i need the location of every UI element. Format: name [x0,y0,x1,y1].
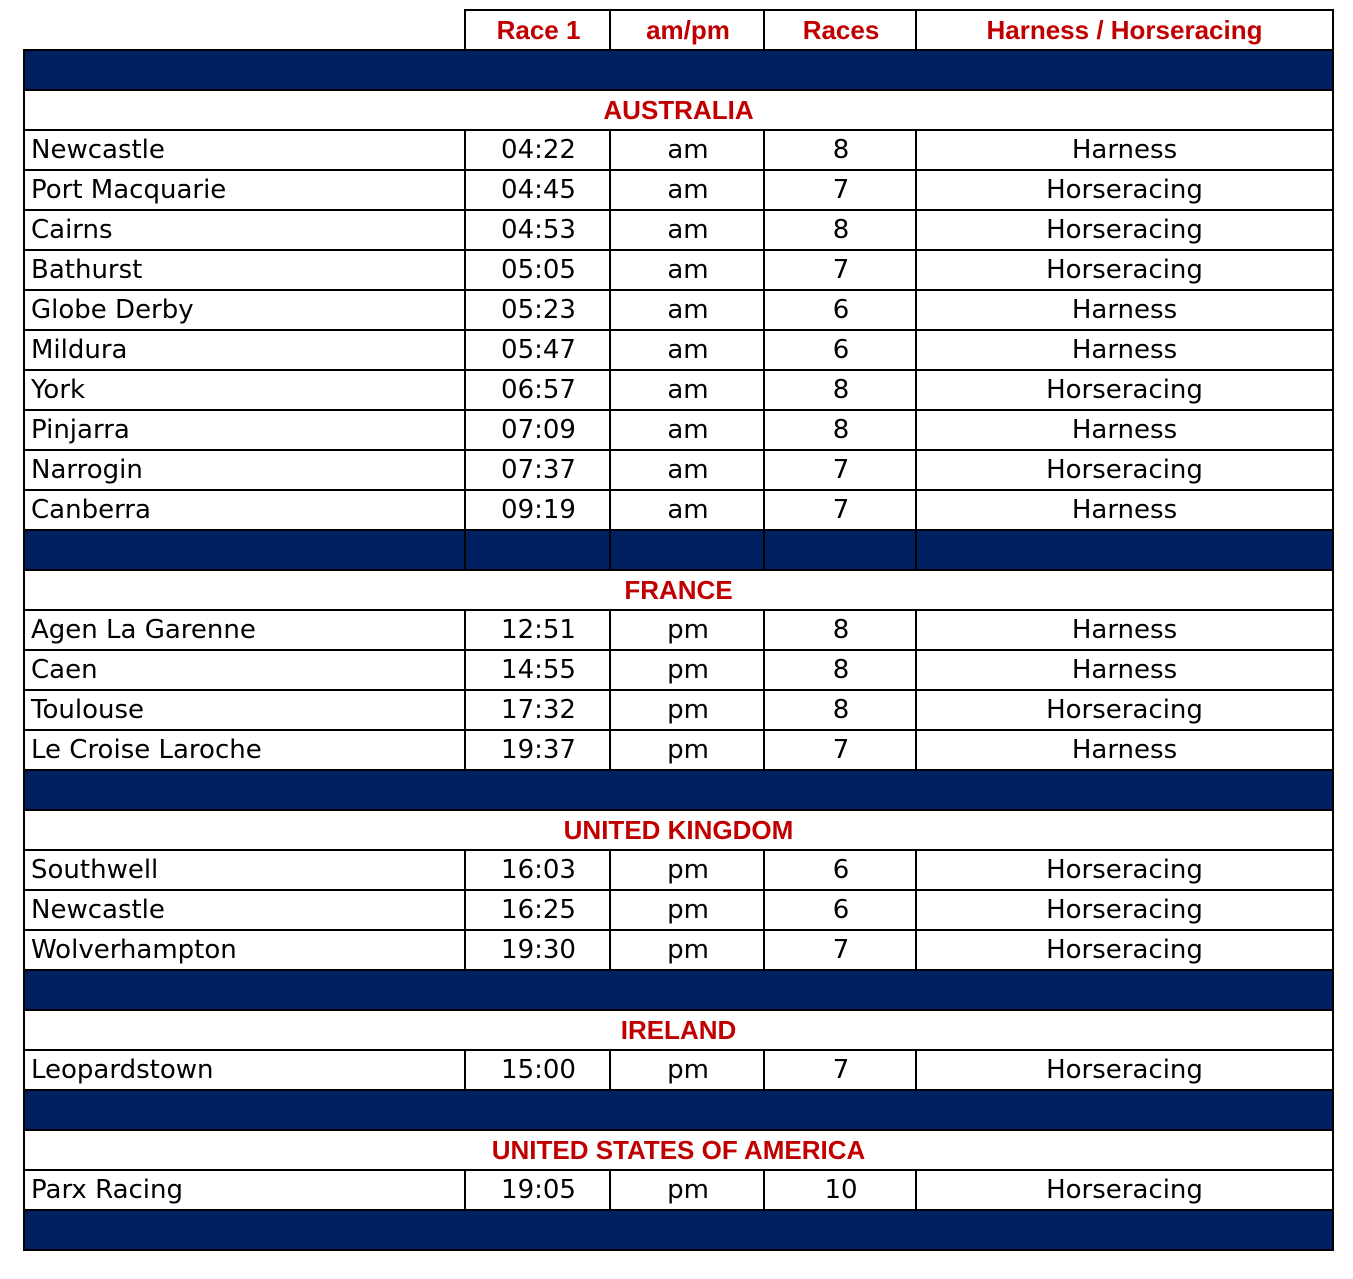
cell-time: 04:45 [464,169,611,209]
table-row [0,849,1353,889]
band-cell [763,529,917,569]
cell-venue: Agen La Garenne [23,609,466,649]
cell-time: 19:05 [464,1169,611,1209]
cell-ampm: pm [609,729,765,769]
cell-races: 7 [763,929,917,969]
cell-time: 17:32 [464,689,611,729]
cell-races: 8 [763,129,917,169]
cell-races: 8 [763,649,917,689]
cell-time: 04:22 [464,129,611,169]
band-cell [23,969,1334,1009]
table-row [0,929,1353,969]
cell-venue: Mildura [23,329,466,369]
cell-venue: Pinjarra [23,409,466,449]
cell-type: Horseracing [915,889,1334,929]
cell-type: Harness [915,289,1334,329]
cell-ampm: am [609,169,765,209]
cell-venue: Port Macquarie [23,169,466,209]
band-cell [609,529,765,569]
cell-races: 6 [763,849,917,889]
cell-races: 8 [763,369,917,409]
cell-ampm: am [609,209,765,249]
column-header-races: Races [763,9,917,49]
cell-type: Harness [915,729,1334,769]
cell-time: 16:03 [464,849,611,889]
cell-venue: Bathurst [23,249,466,289]
cell-ampm: pm [609,1049,765,1089]
cell-ampm: am [609,249,765,289]
cell-ampm: am [609,449,765,489]
cell-type: Harness [915,649,1334,689]
cell-ampm: am [609,489,765,529]
band-cell [915,529,1334,569]
cell-time: 07:09 [464,409,611,449]
cell-ampm: am [609,289,765,329]
cell-type: Horseracing [915,169,1334,209]
cell-time: 04:53 [464,209,611,249]
cell-races: 8 [763,609,917,649]
cell-venue: Parx Racing [23,1169,466,1209]
table-row [0,1049,1353,1089]
cell-venue: Caen [23,649,466,689]
country-title: UNITED KINGDOM [23,809,1334,849]
cell-time: 07:37 [464,449,611,489]
cell-time: 15:00 [464,1049,611,1089]
country-title: AUSTRALIA [23,89,1334,129]
table-row [0,649,1353,689]
country-title: FRANCE [23,569,1334,609]
cell-races: 7 [763,449,917,489]
cell-venue: Toulouse [23,689,466,729]
country-title: IRELAND [23,1009,1334,1049]
country-row [0,569,1353,609]
cell-time: 06:57 [464,369,611,409]
column-header-ampm: am/pm [609,9,765,49]
table-row [0,689,1353,729]
table-row [0,129,1353,169]
cell-venue: Le Croise Laroche [23,729,466,769]
table-row [0,449,1353,489]
section-band [0,769,1353,809]
cell-venue: Cairns [23,209,466,249]
cell-time: 05:23 [464,289,611,329]
section-band [0,969,1353,1009]
column-header-type: Harness / Horseracing [915,9,1334,49]
cell-venue: Leopardstown [23,1049,466,1089]
cell-time: 09:19 [464,489,611,529]
cell-time: 19:37 [464,729,611,769]
table-row [0,489,1353,529]
cell-type: Horseracing [915,249,1334,289]
cell-ampm: am [609,129,765,169]
cell-type: Horseracing [915,849,1334,889]
cell-ampm: pm [609,689,765,729]
cell-races: 7 [763,169,917,209]
cell-type: Horseracing [915,369,1334,409]
cell-time: 12:51 [464,609,611,649]
cell-races: 7 [763,1049,917,1089]
cell-venue: Wolverhampton [23,929,466,969]
table-row [0,209,1353,249]
cell-races: 7 [763,729,917,769]
band-cell [23,1209,1334,1249]
cell-races: 6 [763,289,917,329]
country-row [0,1129,1353,1169]
section-band [0,49,1353,89]
cell-type: Horseracing [915,1049,1334,1089]
cell-ampm: am [609,369,765,409]
section-band [0,1089,1353,1129]
table-row [0,169,1353,209]
country-row [0,809,1353,849]
band-cell [464,529,611,569]
table-row [0,369,1353,409]
cell-time: 05:05 [464,249,611,289]
country-title: UNITED STATES OF AMERICA [23,1129,1334,1169]
table-row [0,729,1353,769]
cell-ampm: pm [609,889,765,929]
cell-type: Harness [915,609,1334,649]
cell-time: 16:25 [464,889,611,929]
cell-ampm: am [609,409,765,449]
cell-venue: Southwell [23,849,466,889]
cell-races: 8 [763,209,917,249]
cell-venue: Newcastle [23,129,466,169]
cell-type: Horseracing [915,689,1334,729]
cell-venue: Canberra [23,489,466,529]
cell-races: 6 [763,329,917,369]
cell-venue: York [23,369,466,409]
cell-venue: Narrogin [23,449,466,489]
cell-type: Horseracing [915,929,1334,969]
table-row [0,329,1353,369]
cell-type: Harness [915,409,1334,449]
cell-ampm: pm [609,609,765,649]
cell-races: 8 [763,689,917,729]
cell-ampm: pm [609,649,765,689]
cell-races: 6 [763,889,917,929]
table-row [0,889,1353,929]
table-row [0,249,1353,289]
cell-time: 05:47 [464,329,611,369]
table-row [0,289,1353,329]
table-row [0,409,1353,449]
country-row [0,1009,1353,1049]
cell-type: Harness [915,129,1334,169]
cell-races: 7 [763,489,917,529]
cell-ampm: pm [609,929,765,969]
country-row [0,89,1353,129]
column-header-time: Race 1 [464,9,611,49]
table-row [0,1169,1353,1209]
cell-type: Horseracing [915,449,1334,489]
band-cell [23,1089,1334,1129]
cell-time: 19:30 [464,929,611,969]
cell-venue: Newcastle [23,889,466,929]
cell-races: 8 [763,409,917,449]
table-row [0,609,1353,649]
cell-races: 7 [763,249,917,289]
section-band [0,529,1353,569]
band-cell [23,49,1334,89]
section-band [0,1209,1353,1249]
table-bottom-border [23,1249,1334,1251]
cell-type: Horseracing [915,209,1334,249]
cell-type: Harness [915,329,1334,369]
cell-ampm: pm [609,849,765,889]
cell-type: Horseracing [915,1169,1334,1209]
cell-venue: Globe Derby [23,289,466,329]
cell-time: 14:55 [464,649,611,689]
cell-races: 10 [763,1169,917,1209]
band-cell [23,529,466,569]
header-row [0,9,1353,49]
cell-ampm: pm [609,1169,765,1209]
band-cell [23,769,1334,809]
cell-type: Harness [915,489,1334,529]
cell-ampm: am [609,329,765,369]
